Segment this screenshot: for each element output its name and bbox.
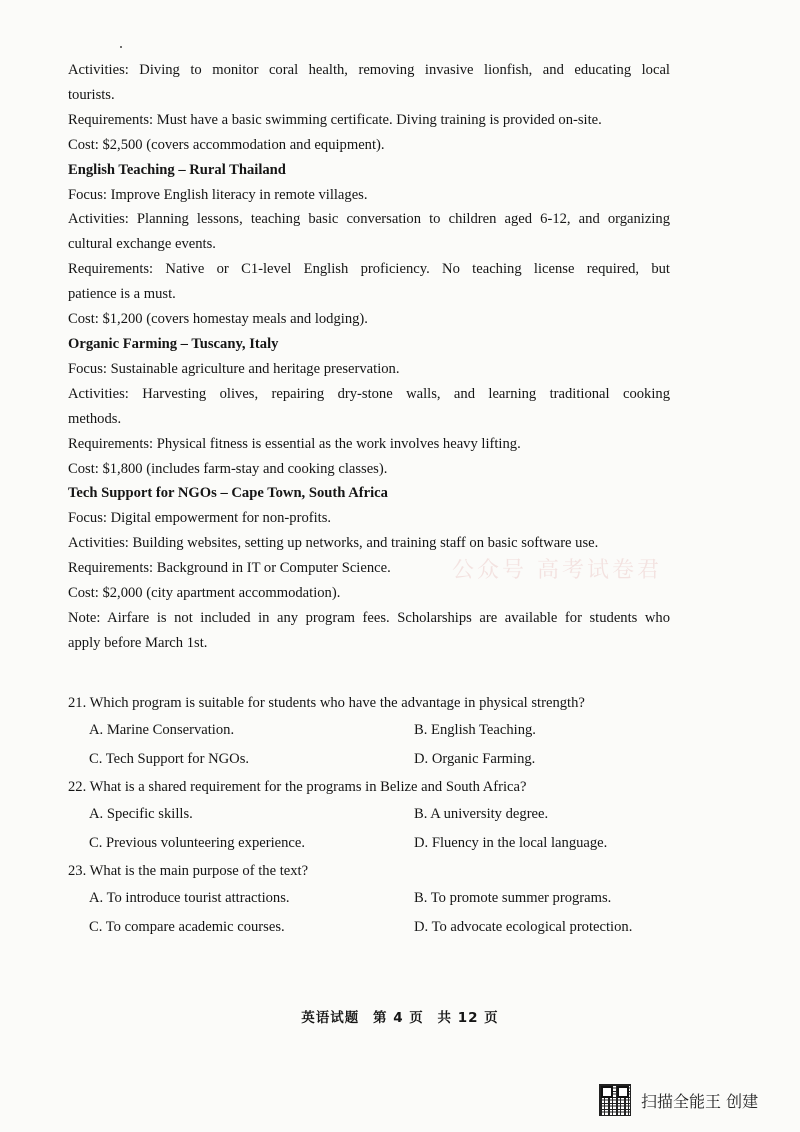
tech-activities: Activities: Building websites, setting up networks, and training staff on basic software use. [68, 535, 599, 552]
question-21 [68, 690, 670, 774]
tech-cost: Cost: $2,000 (city apartment accommodation). [68, 585, 341, 602]
tech-support-heading: Tech Support for NGOs – Cape Town, South Africa [68, 485, 388, 502]
question-stem: 22. What is a shared requirement for the programs in Belize and South Africa? [68, 779, 527, 795]
question-stem: 21. Which program is suitable for students who have the advantage in physical strength? [68, 695, 585, 711]
organic-farming-heading: Organic Farming – Tuscany, Italy [68, 335, 279, 352]
question-23 [68, 858, 670, 942]
option-grid [68, 716, 670, 774]
option-grid [68, 884, 670, 942]
watermark: 公众号 高考试卷君 [452, 558, 662, 583]
tech-focus: Focus: Digital empowerment for non-profits. [68, 510, 332, 527]
page-footer [0, 1006, 800, 1026]
question-list [68, 690, 670, 942]
marine-cost: Cost: $2,500 (covers accommodation and equipment). [68, 136, 385, 153]
scanner-badge [599, 1084, 758, 1116]
option-d: D. Organic Farming. [414, 751, 536, 767]
english-cost: Cost: $1,200 (covers homestay meals and lodging). [68, 311, 368, 328]
option-c: C. To compare academic courses. [89, 919, 285, 935]
footer-page-total: 共 12 页 [437, 1010, 499, 1026]
farming-requirements: Requirements: Physical fitness is essential as the work involves heavy lifting. [68, 435, 521, 452]
option-d: D. To advocate ecological protection. [414, 919, 633, 935]
scanner-label: 扫描全能王 创建 [641, 1091, 759, 1111]
note-line-2: apply before March 1st. [68, 634, 208, 651]
marine-activities-line-2: tourists. [68, 86, 115, 103]
farming-focus: Focus: Sustainable agriculture and heritage preservation. [68, 360, 400, 377]
note-line-1: Note: Airfare is not included in any program fees. Scholarships are available for students who [68, 609, 670, 626]
question-22 [68, 774, 670, 858]
option-grid [68, 800, 670, 858]
option-c: C. Previous volunteering experience. [89, 835, 306, 851]
english-focus: Focus: Improve English literacy in remote villages. [68, 186, 368, 203]
qr-code-icon [599, 1084, 631, 1116]
english-activities-line-2: cultural exchange events. [68, 236, 216, 253]
option-b: B. A university degree. [414, 806, 549, 822]
farming-cost: Cost: $1,800 (includes farm-stay and cooking classes). [68, 460, 388, 477]
farming-activities-line-1: Activities: Harvesting olives, repairing dry-stone walls, and learning traditional cooking [68, 385, 670, 402]
tech-requirements: Requirements: Background in IT or Computer Science. [68, 560, 391, 577]
option-a: A. Marine Conservation. [89, 722, 235, 738]
option-a: A. Specific skills. [89, 806, 193, 822]
marine-activities-line-1: Activities: Diving to monitor coral health, removing invasive lionfish, and educating local [68, 62, 670, 78]
english-teaching-heading: English Teaching – Rural Thailand [68, 161, 286, 178]
english-requirements-line-1: Requirements: Native or C1-level English proficiency. No teaching license required, but [68, 261, 670, 278]
option-b: B. To promote summer programs. [414, 890, 612, 906]
question-stem: 23. What is the main purpose of the text? [68, 863, 309, 879]
marine-requirements: Requirements: Must have a basic swimming certificate. Diving training is provided on-site. [68, 111, 602, 128]
footer-page-current: 第 4 页 [373, 1010, 424, 1026]
english-activities-line-1: Activities: Planning lessons, teaching basic conversation to children aged 6-12, and organizing [68, 211, 670, 228]
option-d: D. Fluency in the local language. [414, 835, 608, 851]
farming-activities-line-2: methods. [68, 410, 122, 427]
option-c: C. Tech Support for NGOs. [89, 751, 250, 767]
option-b: B. English Teaching. [414, 722, 536, 738]
english-requirements-line-2: patience is a must. [68, 286, 176, 303]
option-a: A. To introduce tourist attractions. [89, 890, 290, 906]
footer-subject: 英语试题 [301, 1010, 360, 1026]
scan-speck [120, 46, 122, 48]
